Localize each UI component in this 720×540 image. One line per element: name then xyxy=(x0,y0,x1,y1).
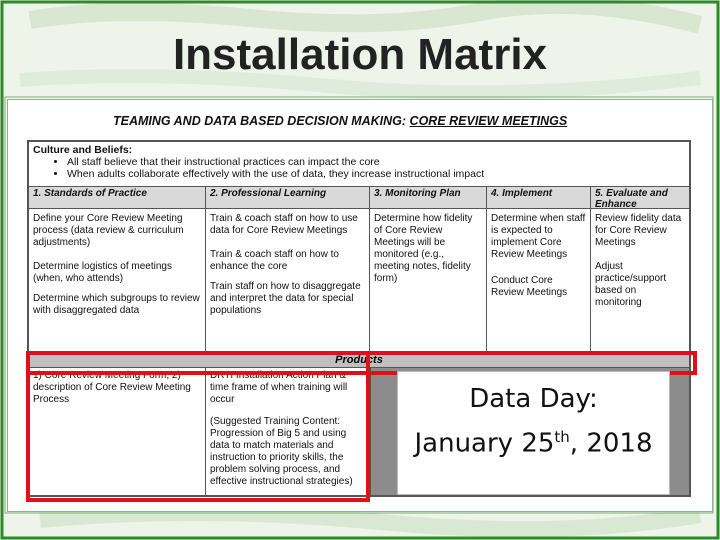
culture-label: Culture and Beliefs: xyxy=(33,144,133,156)
column-implement xyxy=(487,187,591,353)
data-day-date xyxy=(398,418,669,463)
column-header: 2. Professional Learning xyxy=(206,187,369,209)
data-day-label: Data Day: xyxy=(469,384,598,414)
column-item: Train staff on how to disaggregate and interpret the data for special populations xyxy=(210,281,361,316)
date-ordinal: th xyxy=(554,428,570,446)
date-suffix: , 2018 xyxy=(569,428,653,459)
document-heading xyxy=(113,114,633,128)
document-heading-plain: TEAMING AND DATA BASED DECISION MAKING: xyxy=(113,114,407,128)
column-header: 5. Evaluate and Enhance xyxy=(591,187,689,209)
column-header: 1. Standards of Practice xyxy=(29,187,205,209)
column-standards-of-practice xyxy=(29,187,206,353)
document-heading-underlined: CORE REVIEW MEETINGS xyxy=(409,114,568,128)
column-professional-learning xyxy=(206,187,370,353)
culture-bullet: • When adults collaborate effectively with the use of data, they increase instructional impact xyxy=(67,168,685,180)
column-item: Train & coach staff on how to enhance the core xyxy=(210,249,339,272)
column-item: Train & coach staff on how to use data for Core Review Meetings xyxy=(210,213,358,236)
column-item: Review fidelity data for Core Review Meetings xyxy=(595,213,682,248)
products-area-highlight xyxy=(26,351,370,502)
column-item: Determine which subgroups to review with disaggregated data xyxy=(33,293,200,316)
culture-bullet: • All staff believe that their instructional practices can impact the core xyxy=(67,156,685,168)
culture-and-beliefs xyxy=(29,142,689,187)
data-day-callout xyxy=(397,371,670,495)
column-item: Adjust practice/support based on monitoring xyxy=(595,261,667,308)
column-header: 4. Implement xyxy=(487,187,590,209)
column-monitoring-plan xyxy=(370,187,487,353)
column-item: Define your Core Review Meeting process (data review & curriculum adjustments) xyxy=(33,213,184,248)
date-prefix: January 25 xyxy=(414,428,555,459)
column-item: Determine when staff is expected to implement Core Review Meetings xyxy=(491,213,586,260)
slide-title: Installation Matrix xyxy=(172,30,548,79)
column-header: 3. Monitoring Plan xyxy=(370,187,486,209)
column-evaluate-and-enhance xyxy=(591,187,689,353)
column-item: Determine how fidelity of Core Review Meetings will be monitored (e.g., meeting notes, fidelity form) xyxy=(374,213,473,284)
products-learning-note: (Suggested Training Content: Progression of Big 5 and using data to match materials and instruction to priority skills, the problem solving process, and effective instructional strategies) xyxy=(210,416,353,487)
products-standards-cell: 1) Core Review Meeting Form, 2) description of Core Review Meeting Process xyxy=(29,368,206,495)
products-learning-main: DRTI Installation Action Plan & time frame of when training will occur xyxy=(210,370,348,405)
column-item: Determine logistics of meetings (when, who attends) xyxy=(33,261,172,284)
column-item: Conduct Core Review Meetings xyxy=(491,275,568,298)
products-header: Products xyxy=(29,353,689,368)
